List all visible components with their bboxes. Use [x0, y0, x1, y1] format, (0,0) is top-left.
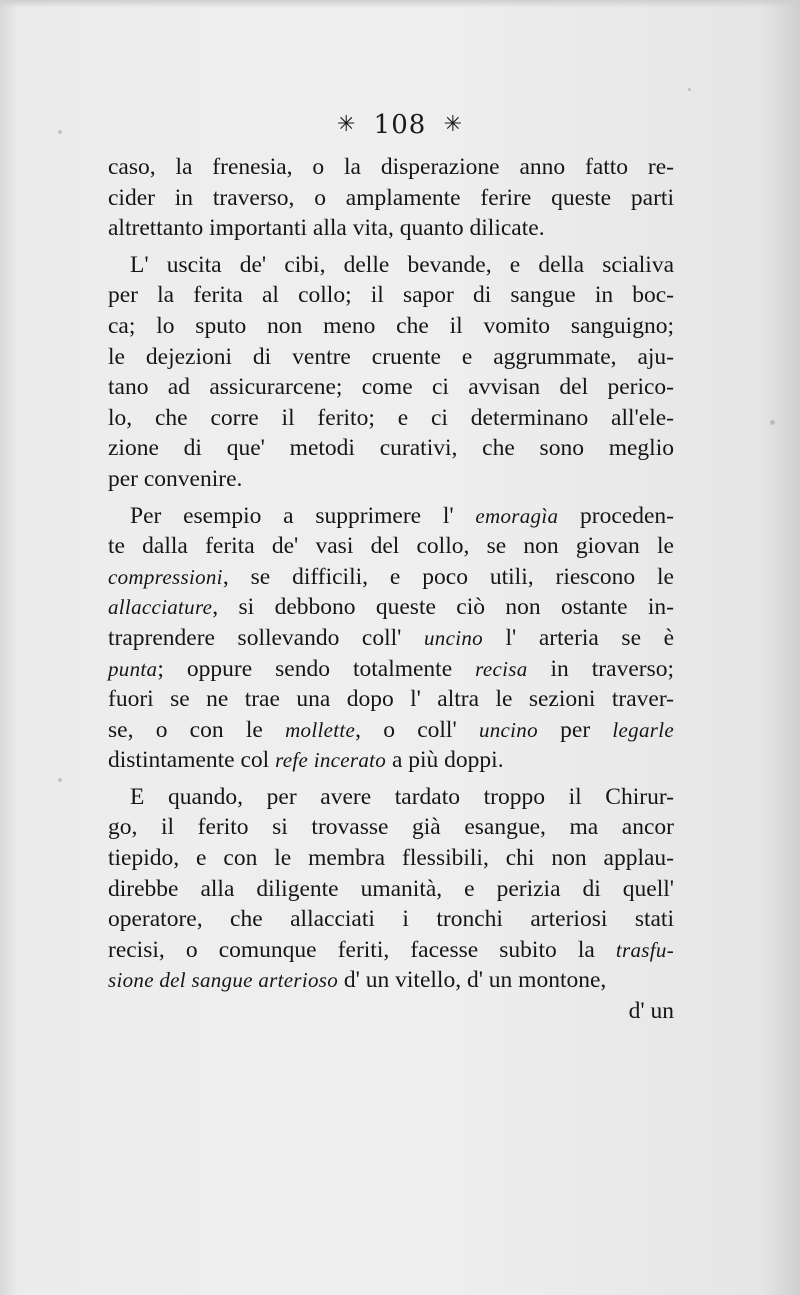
paper-speck	[58, 130, 62, 134]
text-line	[108, 250, 674, 281]
text-line	[108, 782, 674, 813]
text-segment: tano ad assicurarcene; come ci avvisan del perico-	[108, 374, 674, 401]
text-line	[108, 464, 674, 495]
text-segment: per	[537, 716, 613, 743]
text-segment: E quando, per avere tardato troppo il Chirur-	[130, 783, 674, 810]
italic-term: punta	[108, 656, 158, 681]
text-line	[108, 935, 674, 966]
text-line	[108, 965, 674, 996]
italic-term: sione del sangue arterioso	[108, 968, 339, 993]
text-segment: le dejezioni di ventre cruente e aggrummate, aju-	[108, 343, 674, 370]
text-line	[108, 501, 674, 532]
text-line	[108, 684, 674, 715]
text-segment: se, o con le	[108, 716, 286, 743]
text-segment: Per esempio a supprimere l'	[130, 502, 476, 529]
asterism-ornament-right-icon: ✳	[443, 112, 464, 137]
page-number: 108	[373, 110, 427, 140]
text-segment: , si debbono queste ciò non ostante in-	[212, 594, 674, 621]
italic-term: uncino	[423, 625, 483, 650]
text-line	[108, 311, 674, 342]
italic-term: mollette	[285, 717, 356, 742]
text-segment: per convenire.	[108, 465, 243, 492]
text-line	[108, 745, 674, 776]
running-head	[0, 110, 800, 140]
text-segment: L' uscita de' cibi, delle bevande, e della scialiva	[130, 251, 674, 278]
paragraph	[108, 501, 674, 776]
text-segment: lo, che corre il ferito; e ci determinano all'ele-	[108, 404, 674, 431]
text-line	[108, 183, 674, 214]
text-segment: te dalla ferita de' vasi del collo, se non giovan le	[108, 533, 674, 560]
text-segment: ; oppure sendo totalmente	[157, 655, 476, 682]
text-line	[108, 531, 674, 562]
text-segment: direbbe alla diligente umanità, e perizia di quell'	[108, 875, 674, 902]
text-segment: per la ferita al collo; il sapor di sangue in boc-	[108, 282, 674, 309]
italic-term: uncino	[478, 717, 538, 742]
italic-term: trasfu-	[615, 937, 674, 962]
text-line	[108, 592, 674, 623]
text-line	[108, 562, 674, 593]
text-segment: recisi, o comunque feriti, facesse subito la	[108, 936, 616, 963]
catchword: d' un	[628, 998, 674, 1025]
text-segment: , o coll'	[355, 716, 479, 743]
text-segment: tiepido, e con le membra flessibili, chi non applau-	[108, 845, 674, 872]
italic-term: compressioni	[108, 564, 223, 589]
text-segment: , se difficili, e poco utili, riescono le	[222, 563, 674, 590]
text-segment: proceden-	[558, 502, 674, 529]
paragraph	[108, 782, 674, 996]
text-segment: caso, la frenesia, o la disperazione anno fatto re-	[108, 154, 674, 180]
italic-term: recisa	[475, 656, 528, 681]
text-segment: l' arteria se è	[482, 624, 674, 651]
italic-term: refe incerato	[275, 748, 387, 773]
text-segment: cider in traverso, o amplamente ferire queste parti	[108, 184, 674, 211]
paragraph	[108, 152, 674, 244]
text-segment: go, il ferito si trovasse già esangue, ma ancor	[108, 814, 674, 841]
text-line	[108, 280, 674, 311]
text-line	[108, 843, 674, 874]
italic-term: emoragìa	[475, 503, 559, 528]
text-line	[108, 372, 674, 403]
text-line	[108, 812, 674, 843]
text-line	[108, 213, 674, 244]
text-segment: traprendere sollevando coll'	[108, 624, 424, 651]
text-segment: operatore, che allacciati i tronchi arteriosi stati	[108, 906, 674, 933]
text-segment: ca; lo sputo non meno che il vomito sanguigno;	[108, 312, 674, 339]
paragraph	[108, 250, 674, 495]
paper-speck	[688, 88, 691, 91]
text-segment: in traverso;	[527, 655, 674, 682]
text-line	[108, 654, 674, 685]
text-segment: a più doppi.	[386, 747, 504, 774]
text-segment: d' un vitello, d' un montone,	[338, 967, 607, 994]
paper-speck	[58, 778, 62, 782]
text-segment: fuori se ne trae una dopo l' altra le sezioni traver-	[108, 686, 674, 713]
text-line	[108, 623, 674, 654]
page-shadow	[0, 0, 800, 8]
text-line	[108, 403, 674, 434]
text-line	[108, 433, 674, 464]
text-segment: zione di que' metodi curativi, che sono meglio	[108, 435, 674, 462]
text-segment: distintamente col	[108, 747, 276, 774]
italic-term: legarle	[612, 717, 674, 742]
text-segment: altrettanto importanti alla vita, quanto dilicate.	[108, 215, 545, 242]
text-line	[108, 152, 674, 183]
text-line	[108, 715, 674, 746]
body-text	[108, 152, 674, 1027]
text-line	[108, 874, 674, 905]
text-line	[108, 904, 674, 935]
paper-speck	[770, 420, 775, 425]
italic-term: allacciature	[108, 595, 213, 620]
text-line	[108, 342, 674, 373]
asterism-ornament-left-icon: ✳	[336, 112, 357, 137]
